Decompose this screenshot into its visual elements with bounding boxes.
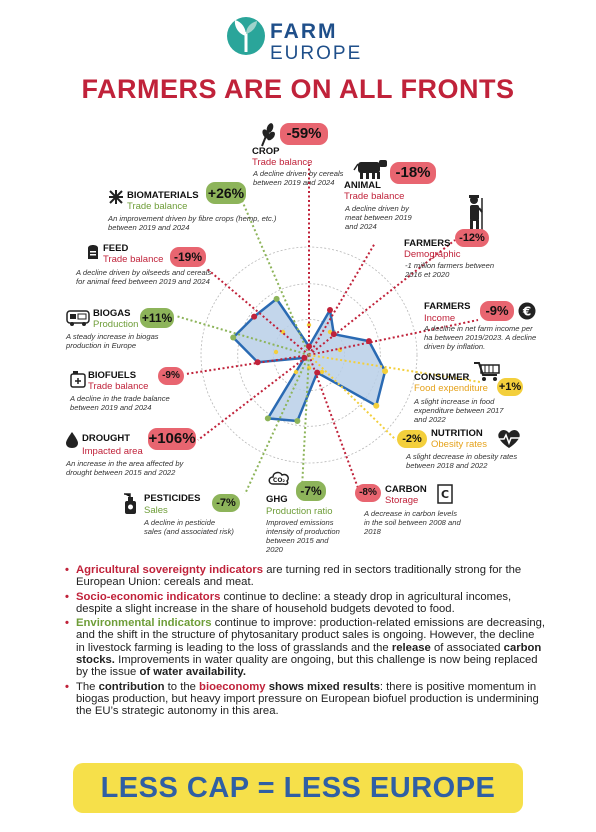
farmers-demo-sub: Demographic — [404, 249, 461, 260]
finding-socio-heading: Socio-economic indicators — [76, 590, 221, 603]
biogas-badge: +11% — [140, 308, 174, 328]
drought-name: DROUGHT — [82, 433, 131, 444]
finding-env-bold-3: of water availability. — [139, 666, 246, 679]
biomaterials-name: BIOMATERIALS — [127, 190, 199, 201]
farmers-income-sub: Income — [424, 313, 456, 324]
feed-silo-icon — [86, 242, 100, 265]
finding-sovereignty-heading: Agricultural sovereignty indicators — [76, 564, 264, 576]
farmers-demo-name: FARMERS — [404, 238, 451, 249]
ghg-sub: Production ratio — [266, 506, 333, 517]
finding-env-text-2: of associated — [430, 641, 504, 654]
biofuels-desc: A decline in the trade balance between 2019 and 2024 — [70, 394, 170, 412]
farmers-income-name: FARMERS — [424, 301, 471, 312]
biofuels-sub: Trade balance — [88, 381, 149, 392]
feed-desc: A decline driven by oilseeds and cereals for animal feed between 2019 and 2024 — [76, 268, 212, 286]
finding-sovereignty: • Agricultural sovereignty indicators are turning red in sectors traditionally strong for the European Union: cereals and meat. — [65, 564, 522, 589]
finding-bioeconomy: • The contribution to the bioeconomy shows mixed results: there is positive momentum in biogas production, but heavy import pressure on European biofuel production is undermining the EU’s strategic autonomy in this area. — [65, 680, 539, 718]
finding-socio-economic: • Socio-economic indicators continue to decline: a steady drop in agricultural incomes, despite a slight increase in the share of household budgets devoted to food. — [65, 590, 512, 615]
ghg-badge: -7% — [296, 481, 326, 501]
radar-point-animal — [327, 307, 333, 313]
radar-point-farmers_demo — [331, 331, 337, 337]
pesticides-badge: -7% — [212, 494, 240, 512]
finding-env-heading: Environmental indicators — [76, 617, 212, 630]
fuel-can-icon — [70, 370, 86, 393]
biogas-desc: A steady increase in biogas production in Europe — [66, 332, 159, 350]
radar-point-carbon — [314, 370, 320, 376]
euro-icon — [518, 302, 536, 325]
brand-word-1: FARM — [270, 20, 338, 43]
farmers-demo-desc: -1 million farmers between 2016 et 2020 — [405, 261, 495, 279]
water-drop-icon — [66, 431, 78, 454]
finding-socio-text: continue to decline: a steady drop in agricultural incomes, despite a slight increase in the share of household budgets devoted to food. — [76, 590, 512, 615]
finding-env-text-1: continue to improve: production-related emissions are decreasing, and the shift in the structure of phytosanitary product sales is ongoing. However, the decline in livestock farming is leading to the loss of grasslands and the — [76, 617, 546, 654]
consumer-desc: A slight increase in food expenditure between 2017 and 2022 — [414, 397, 504, 424]
feed-badge: -19% — [170, 247, 206, 267]
biogas-truck-icon — [66, 309, 90, 332]
crop-sub: Trade balance — [252, 157, 313, 168]
animal-desc: A decline driven by meat between 2019 and 2024 — [345, 204, 412, 231]
biofuels-name: BIOFUELS — [88, 370, 137, 381]
key-findings-list — [65, 564, 546, 720]
page-title: FARMERS ARE ON ALL FRONTS — [81, 74, 515, 104]
co2-cloud-icon — [267, 468, 291, 493]
consumer-name: CONSUMER — [414, 372, 470, 383]
pesticides-name: PESTICIDES — [144, 493, 201, 504]
radar-point-crop — [306, 343, 312, 349]
radar-point-feed — [251, 314, 257, 320]
nutrition-name: NUTRITION — [431, 428, 483, 439]
farmers-income-desc: A decline in net farm income per ha between 2019/2023. A decline driven by inflation. — [424, 324, 537, 351]
svg-text:C: C — [440, 488, 450, 501]
animal-badge: -18% — [390, 162, 436, 184]
biomaterials-desc: An improvement driven by fibre crops (hemp, etc.) between 2019 and 2024 — [108, 214, 277, 232]
nutrition-desc: A slight decrease in obesity rates between 2018 and 2022 — [406, 452, 518, 470]
crop-name: CROP — [252, 146, 280, 157]
carbon-element-icon — [437, 484, 453, 509]
radar-star-4 — [274, 350, 278, 354]
radar-point-biomaterials — [274, 296, 280, 302]
ghg-desc: Improved emissions intensity of production between 2015 and 2020 — [266, 518, 340, 554]
radar-point-farmers_income — [366, 338, 372, 344]
animal-name: ANIMAL — [344, 180, 381, 191]
biogas-sub: Production — [93, 319, 139, 330]
finding-bio-text-1: to the — [164, 680, 200, 693]
farmers-demo-badge: -12% — [455, 229, 489, 247]
finding-bio-bold-0: contribution — [98, 680, 165, 693]
radar-point-ghg — [294, 418, 300, 424]
carbon-sub: Storage — [385, 495, 419, 506]
radar-point-pesticides — [265, 415, 271, 421]
finding-bio-bold-1: shows mixed results — [265, 680, 380, 693]
crop-desc: A decline driven by cereals between 2019 and 2024 — [253, 169, 344, 187]
carbon-badge: -8% — [355, 484, 381, 502]
finding-env-bold-2: carbon stocks. — [76, 641, 542, 667]
finding-environmental: • Environmental indicators continue to improve: production-related emissions are decreasing, and the shift in the structure of phytosanitary product sales is ongoing. However, the decline in livestock farming is leading to the loss of grasslands and the release of associated carbon stocks. Improvements in water quality are ongoing, but this challenge is now being replaced by the issue of water availability. — [65, 617, 546, 679]
slogan-banner: LESS CAP = LESS EUROPE — [73, 763, 523, 813]
biofuels-badge: -9% — [158, 367, 184, 385]
drought-desc: An increase in the area affected by drought between 2015 and 2022 — [66, 459, 184, 477]
pesticides-desc: A decline in pesticide sales (and associated risk) — [144, 518, 234, 536]
consumer-badge: +1% — [497, 378, 523, 396]
spoke-biofuels — [186, 355, 309, 374]
brand-word-2: EUROPE — [270, 43, 363, 64]
nutrition-sub: Obesity rates — [431, 439, 487, 450]
crop-badge: -59% — [280, 123, 328, 145]
carbon-name: CARBON — [385, 484, 427, 495]
biogas-name: BIOGAS — [93, 308, 131, 319]
finding-env-text-3: Improvements in water quality are ongoing, but this challenge is now being replaced by the issue — [76, 654, 538, 679]
nutrition-badge: -2% — [397, 430, 427, 448]
radar-point-biofuels — [255, 359, 261, 365]
animal-sub: Trade balance — [344, 191, 405, 202]
radar-star-6 — [320, 370, 324, 374]
radar-point-nutrition — [373, 403, 379, 409]
heart-pulse-icon — [496, 428, 522, 455]
svg-text:CO₂: CO₂ — [272, 477, 286, 484]
finding-bio-text-2: : there is positive momentum in biogas production, but heavy import pressure on European biofuel production is undermining the EU’s strategic autonomy in this area. — [76, 680, 539, 718]
feed-name: FEED — [103, 243, 129, 254]
carbon-desc: A decrease in carbon levels in the soil between 2008 and 2018 — [364, 509, 461, 536]
drought-sub: Impacted area — [82, 446, 143, 457]
finding-env-bold-1: release — [391, 641, 431, 654]
ghg-name: GHG — [266, 494, 288, 505]
finding-bio-text-0: The — [76, 680, 99, 693]
feed-sub: Trade balance — [103, 254, 164, 265]
pesticides-sub: Sales — [144, 505, 168, 516]
farmers-income-badge: -9% — [480, 301, 514, 321]
finding-bio-heading: bioeconomy — [199, 680, 266, 693]
finding-sovereignty-text: are turning red in sectors traditionally strong for the European Union: cereals and meat. — [76, 564, 522, 589]
sprayer-icon — [122, 493, 140, 520]
fibre-icon — [108, 189, 124, 210]
consumer-sub: Food expenditure — [414, 383, 488, 394]
biomaterials-badge: +26% — [206, 182, 246, 204]
svg-text:€: € — [522, 304, 532, 319]
biomaterials-sub: Trade balance — [127, 201, 188, 212]
radar-point-consumer — [382, 368, 388, 374]
radar-star-7 — [294, 370, 298, 374]
radar-point-biogas — [230, 335, 236, 341]
drought-badge: +106% — [148, 428, 196, 450]
